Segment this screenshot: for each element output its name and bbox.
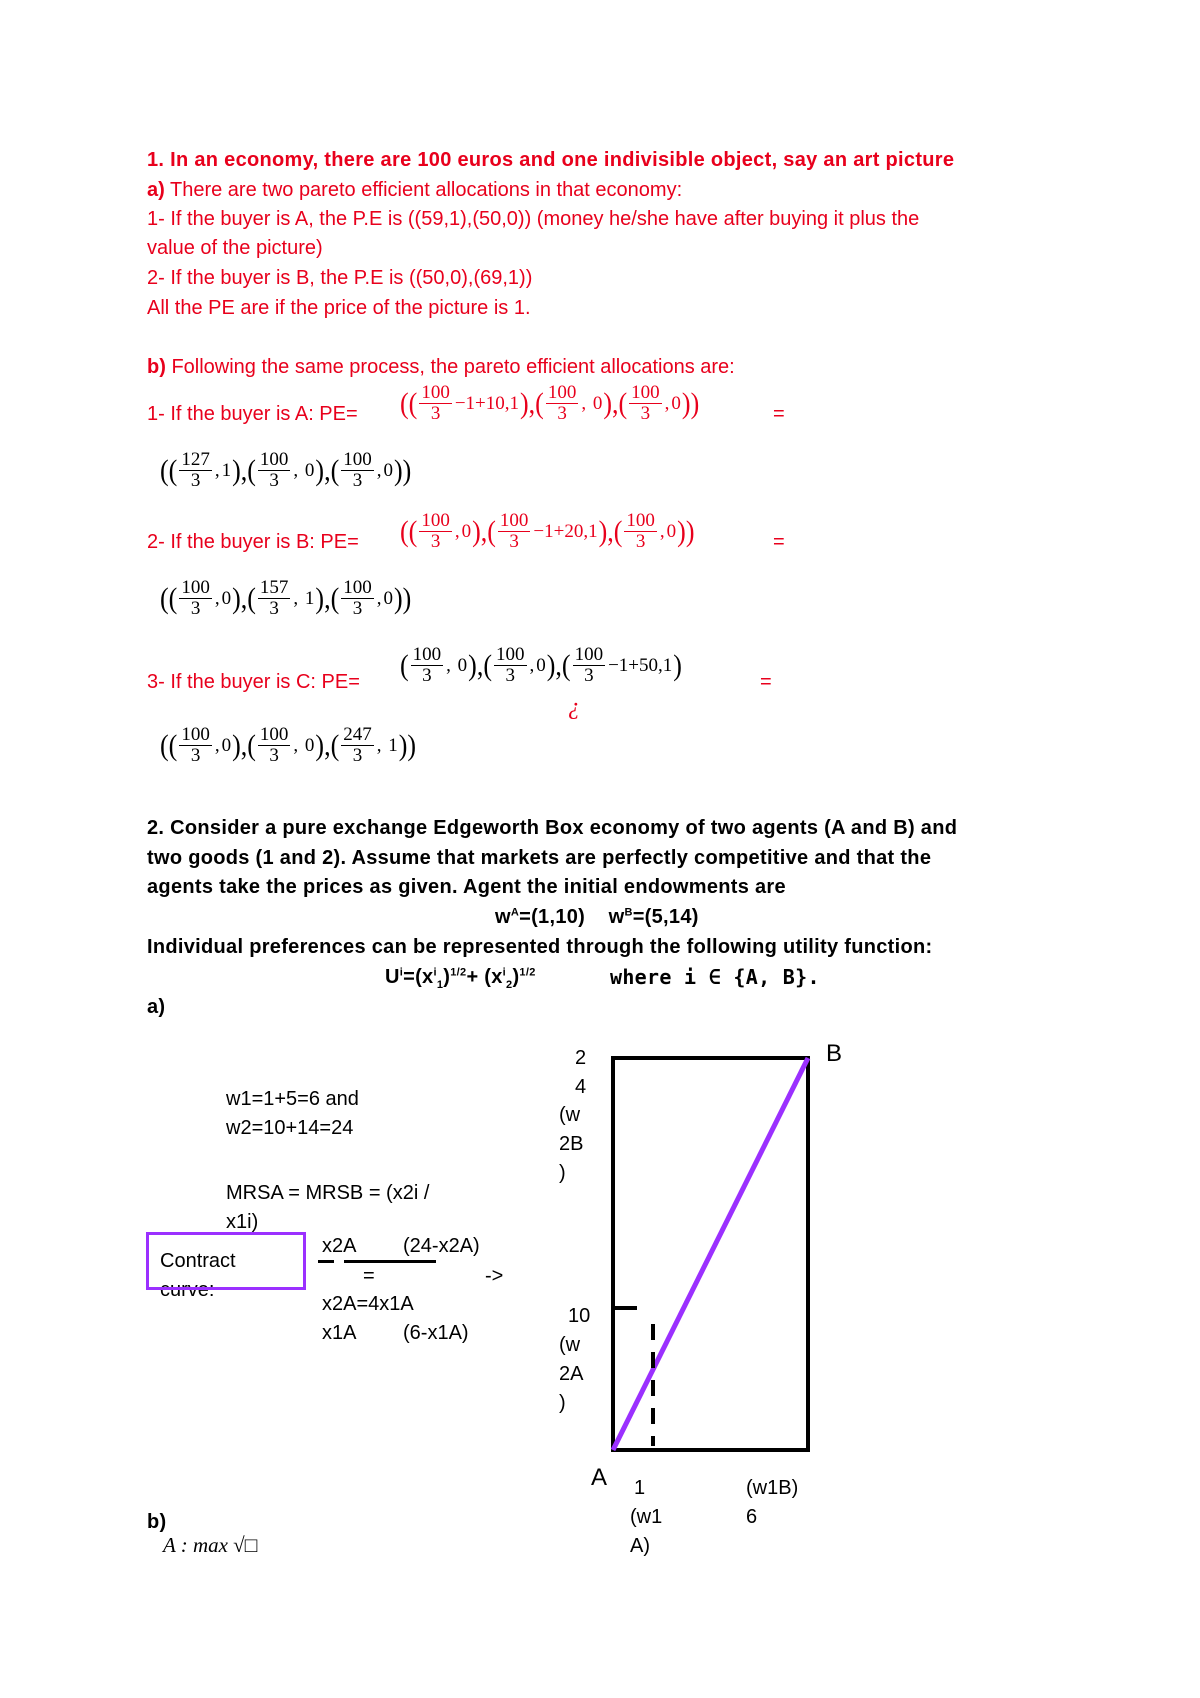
fraction: $\frac{100}{3}$ [626, 510, 655, 552]
y-mid-0: 10 [568, 1305, 591, 1327]
q1b-buyer-c-equals: = [760, 671, 772, 693]
box-label-a: A [591, 1464, 608, 1491]
fraction: $\frac{100}{3}$ [421, 510, 450, 552]
edgeworth-box-diagram [540, 1030, 870, 1570]
y-top-0: 2 [575, 1047, 587, 1069]
y-top-3: 2B [559, 1133, 584, 1155]
frac-bot-right: (6-x1A) [403, 1322, 469, 1344]
q2-heading-1: 2. Consider a pure exchange Edgeworth Box economy of two agents (A and B) and [147, 817, 958, 839]
frac-top-right: (24-x2A) [403, 1235, 480, 1257]
q1b-buyer-c-result: (( $\frac{100}{3}$ , 0 ),( $\frac{100}{3}$ , 0 ),( $\frac{247}{3}$ , 1 )) [160, 724, 417, 766]
q1a-intro [147, 176, 682, 204]
q2-utility-where: where i ∈ {A, B}. [610, 965, 820, 989]
q1b-buyer-a-expr: (( $\frac{100}{3}$ −1+10,1 ),( $\frac{100}{3}$ , 0 ),( $\frac{100}{3}$ , 0 )) [400, 382, 700, 424]
contract-label: Contract [160, 1250, 236, 1272]
q1b-buyer-c-label: 3- If the buyer is C: PE= [147, 671, 360, 693]
q1b-buyer-b-label: 2- If the buyer is B: PE= [147, 531, 359, 553]
frac-bot-left: x1A [322, 1322, 357, 1344]
q2-endowments: $w^A=(1,10)$ $w^B=(5,14)$ [495, 906, 699, 928]
stray-glyph: ¿ [568, 694, 580, 720]
fraction: $\frac{127}{3}$ [181, 449, 210, 491]
y-top-1: 4 [575, 1076, 587, 1098]
q2-heading-2: two goods (1 and 2). Assume that markets are perfectly competitive and that the [147, 847, 932, 869]
q1a-text: There are two pareto efficient allocations in that economy: [164, 179, 683, 201]
fraction: $\frac{100}{3}$ [496, 644, 525, 686]
x-right-1: 6 [746, 1506, 758, 1528]
box-label-b: B [826, 1040, 843, 1067]
fraction: $\frac{100}{3}$ [631, 382, 660, 424]
fraction: $\frac{100}{3}$ [421, 382, 450, 424]
x-left-1: (w1 [630, 1506, 663, 1528]
frac-bar-mid [344, 1260, 436, 1263]
q1a-line2: value of the picture) [147, 237, 323, 259]
q1b-buyer-b-result: (( $\frac{100}{3}$ , 0 ),( $\frac{157}{3}$ , 1 ),( $\frac{100}{3}$ , 0 )) [160, 577, 412, 619]
fraction: $\frac{247}{3}$ [343, 724, 372, 766]
fraction: $\frac{100}{3}$ [412, 644, 442, 686]
frac-bar-left [318, 1260, 334, 1263]
q2b-label: b) [147, 1511, 167, 1533]
y-top-2: (w [559, 1104, 581, 1126]
q1b-buyer-b-equals: = [773, 531, 785, 553]
q1b-intro [147, 353, 735, 381]
curve-label: curve: [160, 1279, 215, 1301]
q2-utility: $U^i=(x^i_1)^{1/2}+ (x^i_2)^{1/2}$ [385, 966, 536, 991]
w1-text: w1=1+5=6 and [226, 1088, 359, 1110]
q2b-math: A : max √□ [163, 1533, 258, 1557]
contract-curve-line [613, 1058, 808, 1450]
fraction: $\frac{100}{3}$ [343, 577, 372, 619]
frac-arrow: -> [485, 1265, 504, 1287]
fraction: $\frac{157}{3}$ [259, 577, 289, 619]
q1a-line3: 2- If the buyer is B, the P.E is ((50,0),(69,1)) [147, 267, 533, 289]
x-right-0: (w1B) [746, 1477, 799, 1499]
q1b-label: b) [147, 356, 166, 378]
q2-heading-3: agents take the prices as given. Agent the initial endowments are [147, 876, 786, 898]
q1a-label: a) [147, 179, 165, 201]
contract-result: x2A=4x1A [322, 1293, 414, 1315]
x-left-0: 1 [634, 1477, 646, 1499]
frac-equals: = [363, 1265, 375, 1287]
fraction: $\frac{100}{3}$ [181, 724, 210, 766]
contract-box [146, 1232, 306, 1290]
y-top-4: ) [559, 1162, 566, 1184]
x-left-2: A) [630, 1535, 650, 1557]
y-mid-2: 2A [559, 1363, 584, 1385]
fraction: $\frac{100}{3}$ [343, 449, 372, 491]
fraction: $\frac{100}{3}$ [181, 577, 210, 619]
q2-pref-line: Individual preferences can be represented through the following utility function: [147, 936, 933, 958]
q2a-label: a) [147, 996, 166, 1018]
q1a-line4: All the PE are if the price of the picture is 1. [147, 297, 531, 319]
q1b-text: Following the same process, the pareto efficient allocations are: [165, 356, 735, 378]
fraction: $\frac{100}{3}$ [574, 644, 604, 686]
y-mid-1: (w [559, 1334, 581, 1356]
fraction: $\frac{100}{3}$ [547, 382, 577, 424]
fraction: $\frac{100}{3}$ [259, 724, 289, 766]
q1b-buyer-c-expr: ( $\frac{100}{3}$ , 0 ),( $\frac{100}{3}$ , 0 ),( $\frac{100}{3}$ −1+50,1 ) [400, 644, 682, 686]
w2-text: w2=10+14=24 [226, 1117, 354, 1139]
q1b-buyer-b-expr: (( $\frac{100}{3}$ , 0 ),( $\frac{100}{3}$ −1+20,1 ),( $\frac{100}{3}$ , 0 )) [400, 510, 695, 552]
q1b-buyer-a-equals: = [773, 403, 785, 425]
q1a-line1: 1- If the buyer is A, the P.E is ((59,1),(50,0)) (money he/she have after buying it plus the [147, 208, 920, 230]
q1-heading: 1. In an economy, there are 100 euros and one indivisible object, say an art picture [147, 149, 955, 171]
fraction: $\frac{100}{3}$ [259, 449, 289, 491]
q1b-buyer-a-result: (( $\frac{127}{3}$ , 1 ),( $\frac{100}{3}$ , 0 ),( $\frac{100}{3}$ , 0 )) [160, 449, 412, 491]
y-mid-3: ) [559, 1392, 566, 1414]
frac-top-left: x2A [322, 1235, 357, 1257]
q1b-buyer-a-label: 1- If the buyer is A: PE= [147, 403, 358, 425]
mrs-line-1: MRSA = MRSB = (x2i / [226, 1182, 430, 1204]
mrs-line-2: x1i) [226, 1211, 259, 1233]
fraction: $\frac{100}{3}$ [499, 510, 529, 552]
